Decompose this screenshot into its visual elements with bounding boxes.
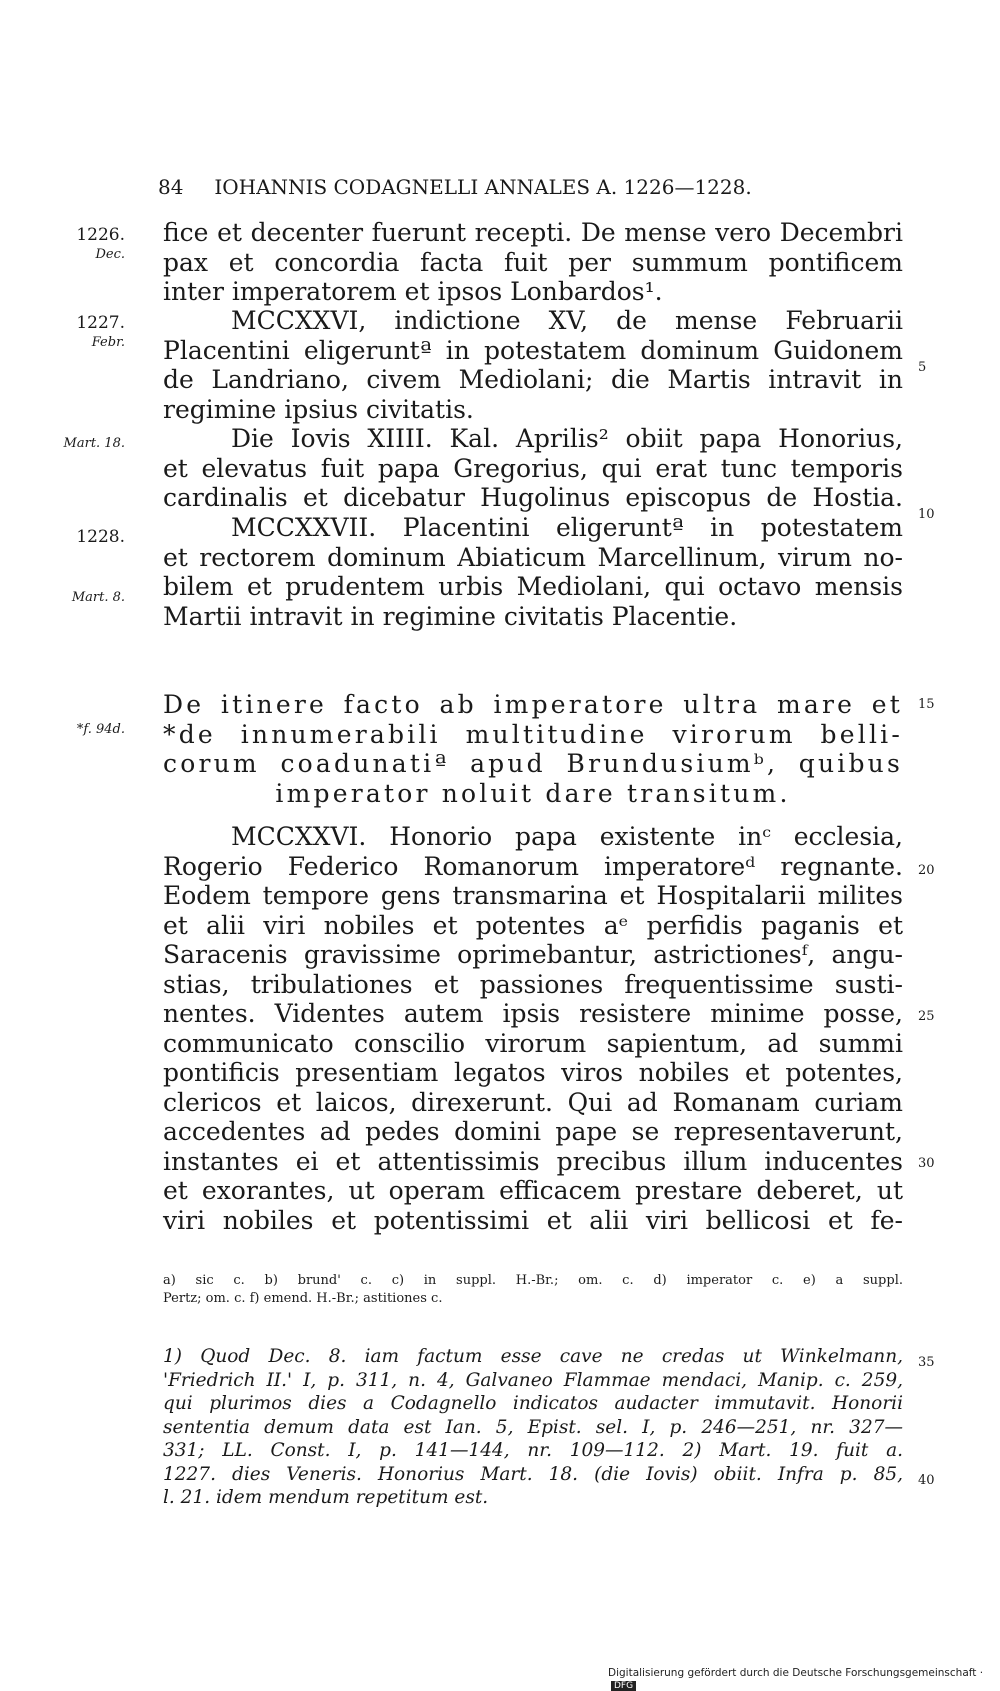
- footnote-line: 1) Quod Dec. 8. iam factum esse cave ne credas ut Winkelmann,: [163, 1346, 903, 1367]
- margin-note: 1228.: [76, 527, 125, 547]
- text-line: et rectorem dominum Abiaticum Marcellinum, virum no-: [163, 542, 903, 572]
- digitization-footer: [608, 1667, 1000, 1691]
- apparatus-line: a) sic c. b) brund' c. c) in suppl. H.-Br.; om. c. d) imperator c. e) a suppl.: [163, 1273, 903, 1288]
- footnote-line: sententia demum data est Ian. 5, Epist. sel. I, p. 246—251, nr. 327—: [163, 1416, 903, 1438]
- line-number: 40: [918, 1473, 935, 1488]
- margin-note: Mart. 18.: [63, 436, 125, 451]
- text-line: viri nobiles et potentissimi et alii viri bellicosi et fe-: [163, 1205, 903, 1235]
- paragraph-4: [163, 513, 903, 631]
- text-line: Saracenis gravissime oprimebantur, astrictionesᶠ, angu-: [163, 940, 903, 969]
- margin-note: 1226.: [76, 225, 125, 245]
- page-number: 84: [158, 175, 184, 199]
- running-title: IOHANNIS CODAGNELLI ANNALES A. 1226—1228.: [214, 175, 752, 199]
- text-line: bilem et prudentem urbis Mediolani, qui octavo mensis: [163, 572, 903, 601]
- text-line: et alii viri nobiles et potentes aᵉ perfidis paganis et: [163, 910, 903, 940]
- running-header: [158, 175, 908, 199]
- line-number: 30: [918, 1156, 935, 1171]
- dfg-logo: DFG: [611, 1681, 636, 1691]
- footnote-line: l. 21. idem mendum repetitum est.: [163, 1487, 489, 1508]
- heading-line: corum coadunatiª apud Brundusiumᵇ, quibus: [163, 749, 903, 778]
- line-number: 20: [918, 863, 935, 878]
- margin-note: Mart. 8.: [71, 590, 125, 605]
- footnote-line: 1227. dies Veneris. Honorius Mart. 18. (die Iovis) obiit. Infra p. 85,: [163, 1463, 903, 1485]
- margin-note: 1227.: [76, 313, 125, 333]
- text-line: Die Iovis XIIII. Kal. Aprilis² obiit papa Honorius,: [231, 424, 903, 453]
- line-number: 5: [918, 360, 927, 375]
- text-line: Eodem tempore gens transmarina et Hospitalarii milites: [163, 881, 903, 910]
- text-line: nentes. Videntes autem ipsis resistere minime posse,: [163, 999, 903, 1028]
- line-number: 15: [918, 697, 935, 712]
- paragraph-1: [163, 218, 903, 307]
- apparatus-line: Pertz; om. c. f) emend. H.-Br.; astitiones c.: [163, 1291, 443, 1306]
- footnote-line: qui plurimos dies a Codagnello indicatos audacter immutavit. Honorii: [163, 1393, 903, 1414]
- text-line: MCCXXVI, indictione XV, de mense Februarii: [231, 306, 903, 335]
- text-line: inter imperatorem et ipsos Lonbardos¹.: [163, 277, 663, 306]
- text-line: et exorantes, ut operam efficacem prestare deberet, ut: [163, 1176, 903, 1205]
- text-line: MCCXXVII. Placentini eligeruntª in potestatem: [231, 513, 903, 542]
- text-line: et elevatus fuit papa Gregorius, qui erat tunc temporis: [163, 453, 903, 483]
- footer-text: Digitalisierung gefördert durch die Deutsche Forschungsgemeinschaft ·: [608, 1667, 984, 1679]
- footnotes: [163, 1345, 903, 1510]
- critical-apparatus: [163, 1272, 903, 1308]
- paragraph-5: [163, 822, 903, 1235]
- text-line: Rogerio Federico Romanorum imperatoreᵈ regnante.: [163, 851, 903, 881]
- margin-note: *f. 94d.: [76, 722, 125, 737]
- text-line: Placentini eligeruntª in potestatem dominum Guidonem: [163, 335, 903, 365]
- text-line: Martii intravit in regimine civitatis Placentie.: [163, 601, 738, 631]
- line-number: 25: [918, 1009, 935, 1024]
- line-number: 35: [918, 1355, 935, 1370]
- heading-line: imperator noluit dare transitum.: [275, 778, 791, 808]
- text-line: cardinalis et dicebatur Hugolinus episcopus de Hostia.: [163, 483, 903, 512]
- heading-line: De itinere facto ab imperatore ultra mare et: [163, 690, 903, 719]
- text-line: de Landriano, civem Mediolani; die Martis intravit in: [163, 365, 903, 394]
- margin-note: Dec.: [95, 247, 125, 262]
- footnote-line: 331; LL. Const. I, p. 141—144, nr. 109—112. 2) Mart. 19. fuit a.: [163, 1440, 903, 1461]
- text-line: MCCXXVI. Honorio papa existente inᶜ ecclesia,: [231, 822, 903, 851]
- text-line: accedentes ad pedes domini pape se representaverunt,: [163, 1117, 903, 1146]
- paragraph-2: [163, 306, 903, 424]
- text-line: pax et concordia facta fuit per summum pontificem: [163, 247, 903, 277]
- line-number: 10: [918, 507, 935, 522]
- text-line: pontificis presentiam legatos viros nobiles et potentes,: [163, 1058, 903, 1087]
- footnote-line: 'Friedrich II.' I, p. 311, n. 4, Galvaneo Flammae mendaci, Manip. c. 259,: [163, 1369, 903, 1391]
- margin-note: Febr.: [91, 335, 125, 350]
- section-heading: [163, 690, 903, 808]
- text-line: regimine ipsius civitatis.: [163, 394, 474, 424]
- text-line: fice et decenter fuerunt recepti. De mense vero Decembri: [163, 218, 903, 247]
- text-line: instantes ei et attentissimis precibus illum inducentes: [163, 1146, 903, 1176]
- paragraph-3: [163, 424, 903, 513]
- text-line: communicato conscilio virorum sapientum, ad summi: [163, 1028, 903, 1058]
- text-line: stias, tribulationes et passiones frequentissime susti-: [163, 969, 903, 999]
- text-line: clericos et laicos, direxerunt. Qui ad Romanam curiam: [163, 1087, 903, 1117]
- heading-line: *de innumerabili multitudine virorum belli-: [163, 719, 903, 749]
